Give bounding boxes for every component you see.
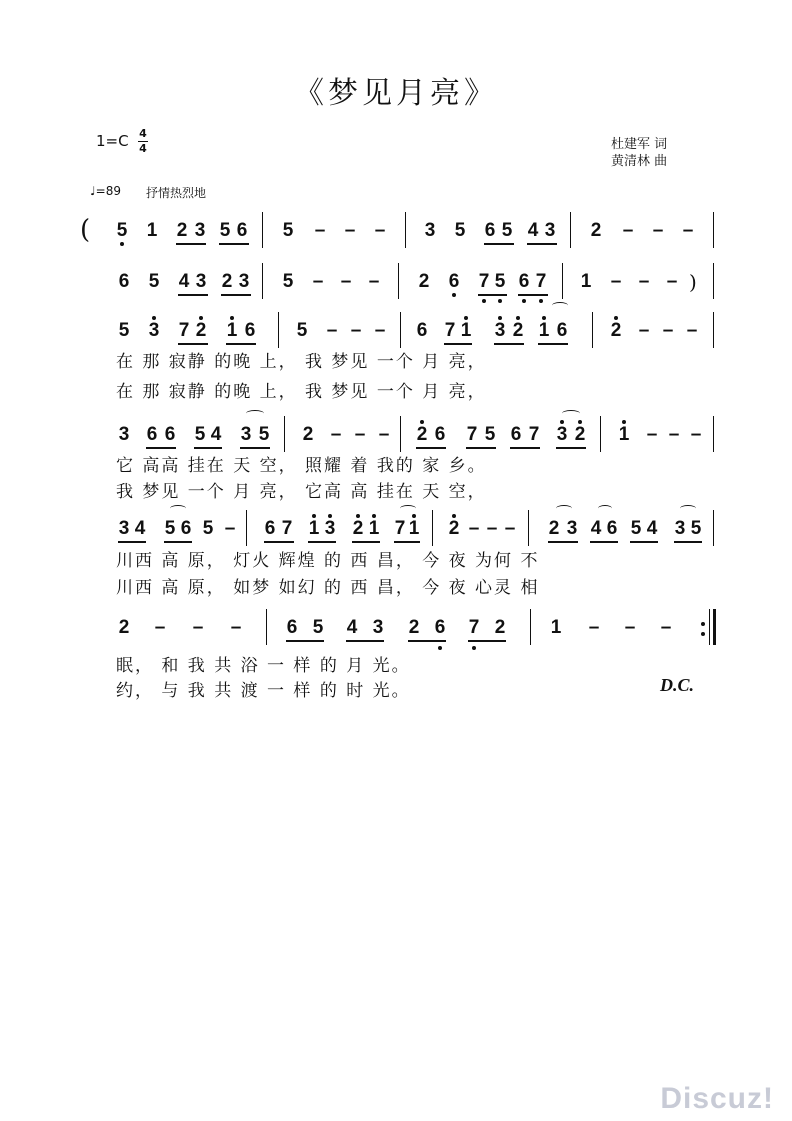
note: –	[646, 424, 658, 445]
note: 2	[590, 220, 602, 241]
note: 5	[202, 518, 214, 539]
note: 2	[418, 271, 430, 292]
lyrics-row4-verse2: 我 梦见 一个 月 亮， 它高 高 挂在 天 空，	[116, 482, 487, 502]
note: 5	[312, 617, 324, 638]
note: 3	[372, 617, 384, 638]
note: 1	[580, 271, 592, 292]
tempo-description: 抒情热烈地	[146, 186, 207, 200]
note: 2	[512, 320, 524, 341]
note: 6	[180, 518, 192, 539]
note: 3	[118, 424, 130, 445]
note: 7	[535, 271, 547, 292]
note: 7	[528, 424, 540, 445]
note: –	[622, 220, 634, 241]
note: –	[652, 220, 664, 241]
note: 3	[556, 424, 568, 445]
note: 3	[324, 518, 336, 539]
note: –	[638, 271, 650, 292]
lyrics-row3-verse1: 在 那 寂静 的晚 上， 我 梦见 一个 月 亮，	[116, 352, 487, 372]
note: 6	[164, 424, 176, 445]
note: –	[326, 320, 338, 341]
note: 5	[501, 220, 513, 241]
time-signature-bottom: 4	[139, 142, 147, 155]
note: 5	[148, 271, 160, 292]
note: 2	[195, 320, 207, 341]
note: –	[350, 320, 362, 341]
note: 5	[116, 220, 128, 241]
note: 6	[448, 271, 460, 292]
key-signature: 1=C	[96, 132, 129, 150]
note: 2	[408, 617, 420, 638]
note: –	[154, 617, 166, 638]
time-signature	[138, 128, 148, 155]
note: –	[504, 518, 516, 539]
note: 2	[176, 220, 188, 241]
note: –	[624, 617, 636, 638]
note: 1	[550, 617, 562, 638]
note: 2	[610, 320, 622, 341]
note: 7	[281, 518, 293, 539]
note: 7	[394, 518, 406, 539]
note: 3	[118, 518, 130, 539]
note: 7	[444, 320, 456, 341]
note: 1	[308, 518, 320, 539]
note: –	[314, 220, 326, 241]
note: 4	[590, 518, 602, 539]
lyrics-row5-verse1: 川西 高 原， 灯火 辉煌 的 西 昌， 今 夜 为何 不	[116, 551, 540, 571]
note: 1	[538, 320, 550, 341]
note: 1	[408, 518, 420, 539]
tempo-mark: ♩=89	[90, 184, 121, 198]
note: 7	[466, 424, 478, 445]
credits	[611, 136, 667, 170]
note: 2	[494, 617, 506, 638]
note: 5	[454, 220, 466, 241]
note: 6	[264, 518, 276, 539]
note: 7	[478, 271, 490, 292]
watermark: Discuz!	[660, 1082, 774, 1115]
note: 3	[238, 271, 250, 292]
lyrics-row5-verse2: 川西 高 原， 如梦 如幻 的 西 昌， 今 夜 心灵 相	[116, 578, 540, 598]
note: –	[638, 320, 650, 341]
repeat-paren-close: )	[689, 270, 697, 294]
note: 4	[646, 518, 658, 539]
note: 4	[210, 424, 222, 445]
note: –	[486, 518, 498, 539]
note: 4	[527, 220, 539, 241]
note: 2	[302, 424, 314, 445]
note: 5	[630, 518, 642, 539]
note: 5	[484, 424, 496, 445]
note: 5	[494, 271, 506, 292]
lyrics-row6-verse2: 约， 与 我 共 渡 一 样 的 时 光。	[116, 681, 411, 701]
note: 6	[416, 320, 428, 341]
note: 5	[219, 220, 231, 241]
note: 1	[226, 320, 238, 341]
note: 6	[606, 518, 618, 539]
note: 2	[574, 424, 586, 445]
note: 5	[282, 271, 294, 292]
note: 3	[148, 320, 160, 341]
song-title: 《梦见月亮》	[294, 76, 498, 111]
note: 4	[134, 518, 146, 539]
note: 6	[118, 271, 130, 292]
note: –	[660, 617, 672, 638]
note: –	[330, 424, 342, 445]
note: 1	[460, 320, 472, 341]
note: 5	[690, 518, 702, 539]
note: 1	[146, 220, 158, 241]
note: 6	[518, 271, 530, 292]
dc-mark: D.C.	[659, 675, 694, 695]
note: 6	[434, 424, 446, 445]
note: –	[224, 518, 236, 539]
note: 3	[240, 424, 252, 445]
note: 6	[434, 617, 446, 638]
note: 7	[468, 617, 480, 638]
composer-credit: 黄清林 曲	[611, 154, 668, 169]
note: 3	[194, 220, 206, 241]
note: 6	[286, 617, 298, 638]
note: 1	[368, 518, 380, 539]
note: 5	[282, 220, 294, 241]
note: 7	[178, 320, 190, 341]
note: 2	[416, 424, 428, 445]
note: 2	[118, 617, 130, 638]
lyrics-row4-verse1: 它 高高 挂在 天 空， 照耀 着 我的 家 乡。	[116, 456, 487, 476]
note: 3	[494, 320, 506, 341]
note: –	[312, 271, 324, 292]
note: 5	[296, 320, 308, 341]
note: –	[668, 424, 680, 445]
note: –	[686, 320, 698, 341]
note: –	[690, 424, 702, 445]
note: 3	[566, 518, 578, 539]
note: 5	[164, 518, 176, 539]
note: 2	[448, 518, 460, 539]
note: –	[588, 617, 600, 638]
note: –	[662, 320, 674, 341]
note: 2	[221, 271, 233, 292]
lyrics-row3-verse2: 在 那 寂静 的晚 上， 我 梦见 一个 月 亮，	[116, 382, 487, 402]
note: –	[666, 271, 678, 292]
note: 1	[618, 424, 630, 445]
time-signature-top: 4	[139, 127, 147, 140]
note: 6	[146, 424, 158, 445]
repeat-paren-open: (	[80, 215, 91, 245]
note: –	[230, 617, 242, 638]
note: –	[610, 271, 622, 292]
note: 3	[424, 220, 436, 241]
note: 4	[346, 617, 358, 638]
note: –	[682, 220, 694, 241]
note: 5	[118, 320, 130, 341]
note: 6	[244, 320, 256, 341]
note: –	[374, 220, 386, 241]
lyrics-row6-verse1: 眠， 和 我 共 浴 一 样 的 月 光。	[116, 656, 411, 676]
note: 3	[544, 220, 556, 241]
note: –	[378, 424, 390, 445]
note: 5	[258, 424, 270, 445]
note: –	[192, 617, 204, 638]
note: 6	[484, 220, 496, 241]
note: –	[368, 271, 380, 292]
note: –	[354, 424, 366, 445]
note: 2	[548, 518, 560, 539]
note: –	[344, 220, 356, 241]
note: –	[374, 320, 386, 341]
note: 6	[510, 424, 522, 445]
note: 5	[194, 424, 206, 445]
lyricist-credit: 杜建军 词	[611, 137, 668, 152]
note: 6	[556, 320, 568, 341]
note: –	[468, 518, 480, 539]
note: 4	[178, 271, 190, 292]
note: 2	[352, 518, 364, 539]
note: 6	[236, 220, 248, 241]
note: –	[340, 271, 352, 292]
note: 3	[674, 518, 686, 539]
note: 3	[195, 271, 207, 292]
